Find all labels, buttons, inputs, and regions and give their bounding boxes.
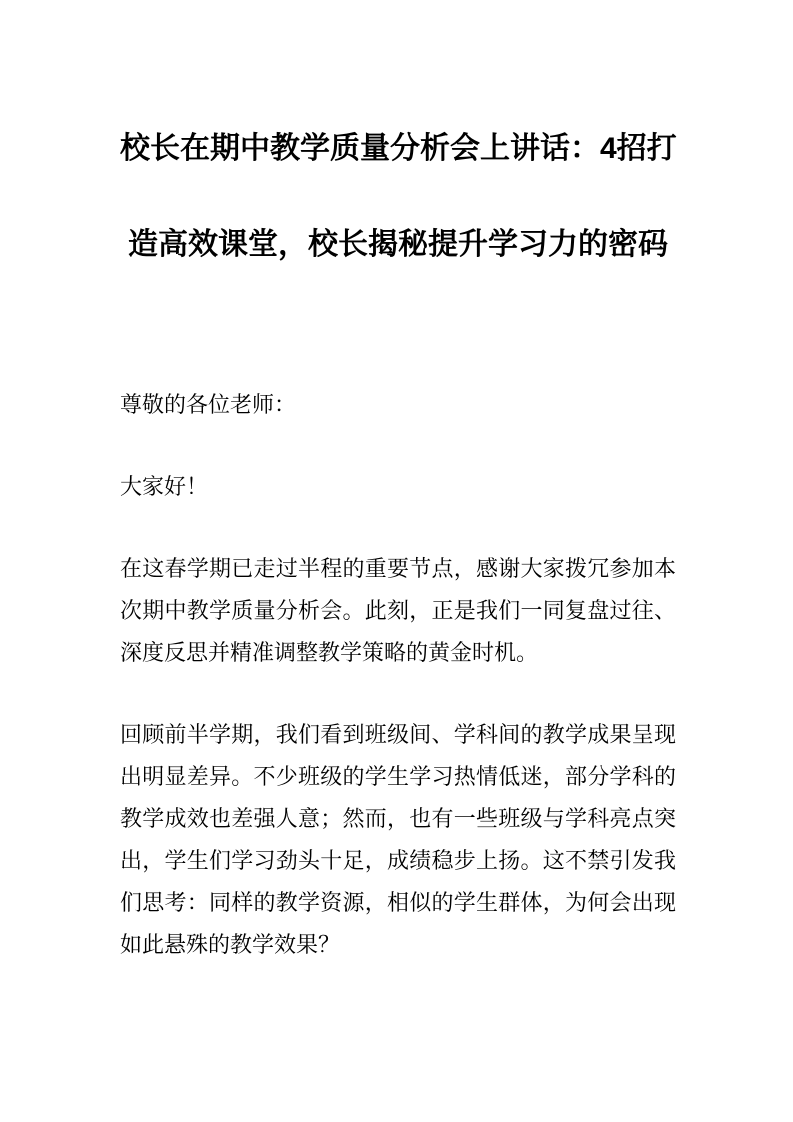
- paragraph-salutation: 尊敬的各位老师：: [120, 392, 297, 417]
- page-title: [120, 101, 676, 293]
- page-title-line-1: 校长在期中教学质量分析会上讲话：4招打: [120, 132, 677, 165]
- paragraph-review: 回顾前半学期，我们看到班级间、学科间的教学成果呈现出明显差异。不少班级的学生学习热情低迷，部分学科的教学成效也差强人意；然而，也有一些班级与学科亮点突出，学生们学习劲头十足，成绩稳步上扬。这不禁引发我们思考：同样的教学资源，相似的学生群体，为何会出现如此悬殊的教学效果？: [120, 722, 676, 957]
- document-body: [120, 384, 676, 966]
- paragraph-opening: 在这春学期已走过半程的重要节点，感谢大家拨冗参加本次期中教学质量分析会。此刻，正是我们一同复盘过往、深度反思并精准调整教学策略的黄金时机。: [120, 556, 676, 665]
- page-title-line-2: 造高效课堂，校长揭秘提升学习力的密码: [128, 228, 668, 261]
- paragraph-greeting: 大家好！: [120, 474, 209, 499]
